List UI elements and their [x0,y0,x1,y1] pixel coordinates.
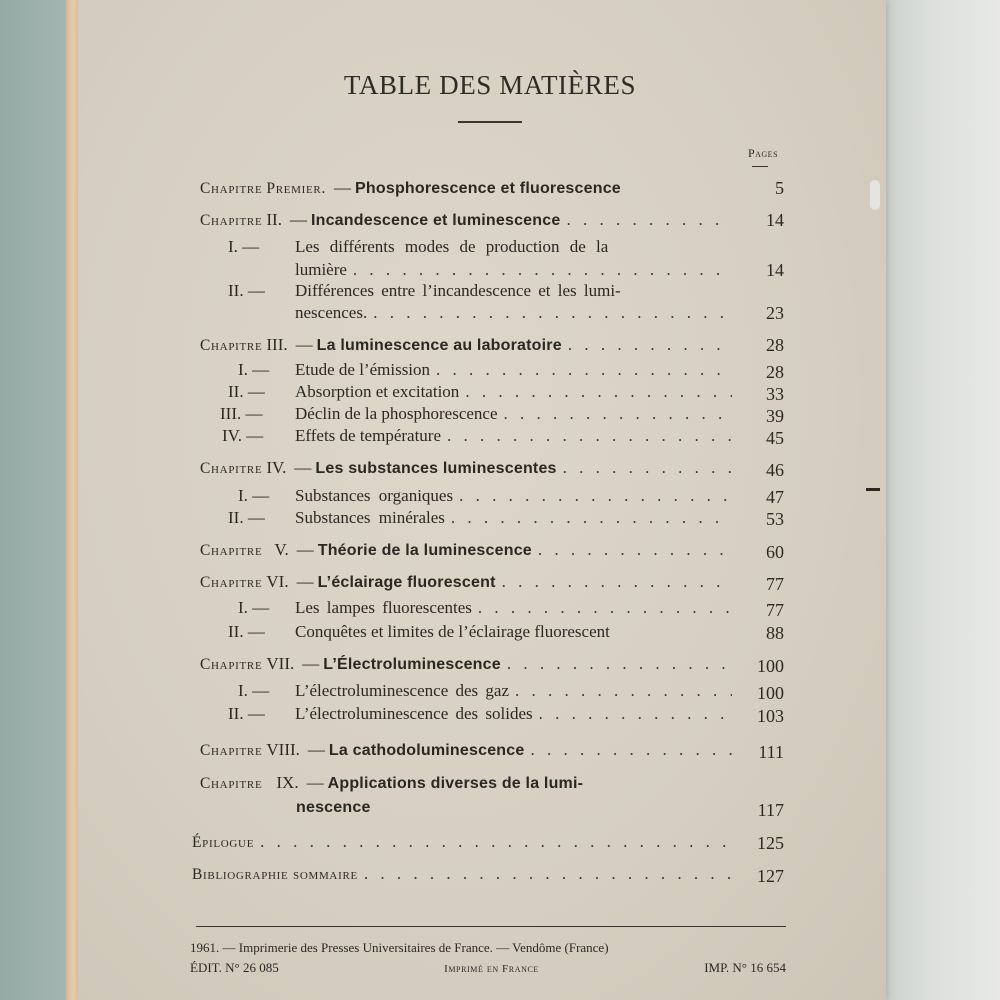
toc-entry-chapter-9-line2 [296,796,733,820]
section-number: II. — [228,281,265,300]
section-title: L’électroluminescence des gaz [295,681,509,700]
section-title: Effets de température [295,426,442,445]
entry-label: Épilogue [192,834,255,851]
section-title-line1 [295,235,732,259]
leader-dots [568,333,732,357]
section-title: Substances organiques [295,486,454,505]
page-number: 23 [766,303,784,323]
section-row [295,620,732,644]
entry-title: L’éclairage fluorescent [317,574,496,591]
entry-title: La cathodoluminescence [328,742,525,759]
leader-dots [465,380,732,404]
entry-dash: — [302,654,320,673]
entry-label: Chapitre [200,775,263,792]
entry-title-cont: nescence [296,799,371,816]
entry-title: L’Électroluminescence [323,656,501,673]
toc-entry-chapter-7 [200,652,732,676]
section-title: Conquêtes et limites de l’éclairage fluorescent [295,622,610,641]
section-number: IV. — [222,426,264,445]
page-number: 47 [766,487,784,507]
page-number: 127 [757,866,784,886]
entry-label: Chapitre [200,460,263,477]
section-title: Les différents modes de production de la [295,237,609,256]
entry-title: Les substances luminescentes [315,460,557,477]
page-number: 53 [766,509,784,529]
leader-dots [538,538,732,562]
section-title: Déclin de la phosphorescence [295,404,498,423]
page-number: 5 [775,178,784,198]
entry-dash: — [294,458,312,477]
page-number: 28 [766,335,784,355]
toc-entry-chapter-8 [200,738,732,762]
entry-dash: — [289,210,307,229]
page-mark [866,488,880,491]
section-number: I. — [238,486,270,505]
entry-dash: — [296,540,314,559]
leader-dots [539,702,732,726]
entry-dash: — [295,335,313,354]
section-number: I. — [238,681,270,700]
section-title: Etude de l’émission [295,360,431,379]
toc-entry-chapter-5 [200,538,732,562]
toc-entry-chapter-1 [200,176,732,200]
printer-details [190,960,786,976]
section-row [295,506,732,530]
entry-label: Chapitre [200,212,263,229]
footer-rule [196,926,786,927]
pages-column-header: Pages [747,146,779,160]
section-number: II. — [228,382,265,401]
entry-number: V. [274,540,289,559]
leader-dots [436,358,732,382]
entry-dash: — [296,572,314,591]
section-number: I. — [238,598,270,617]
leader-dots [373,301,732,325]
section-row [295,358,732,382]
toc-entry-chapter-9 [200,771,732,795]
page-tear [870,180,880,210]
pages-header-rule [752,166,768,167]
section-row [295,402,732,426]
leader-dots [504,402,733,426]
section-number: III. — [220,404,263,423]
section-number: I. — [238,360,270,379]
entry-dash: — [334,178,352,197]
page-number: 60 [766,542,784,562]
leader-dots [478,596,732,620]
page-number: 33 [766,384,784,404]
section-title-cont: nescences. [295,303,368,322]
entry-dash: — [307,740,325,759]
page-number: 103 [757,706,784,726]
page-number: 88 [766,623,784,643]
entry-title: Applications diverses de la lumi- [327,775,584,792]
page-number: 111 [758,742,784,762]
section-row [295,702,732,726]
entry-number: VIII. [266,740,300,759]
toc-entry-bibliography [192,862,732,886]
section-row [295,596,732,620]
leader-dots [563,456,732,480]
entry-label: Bibliographie sommaire [192,866,358,883]
entry-number: IX. [276,773,299,792]
entry-dash: — [306,773,324,792]
leader-dots [515,679,732,703]
section-number: II. — [228,704,265,723]
section-title: Absorption et excitation [295,382,460,401]
section-title-line2 [295,301,732,325]
section-title-cont: lumière [295,260,347,279]
page-number: 14 [766,210,784,230]
section-number: II. — [228,508,265,527]
title-rule [458,121,522,123]
section-title-line1 [295,279,732,303]
page-number: 77 [766,574,784,594]
entry-number: II. [266,210,282,229]
entry-title: La luminescence au laboratoire [316,337,562,354]
page-number: 125 [757,833,784,853]
section-title: Différences entre l’incandescence et les lumi- [295,281,621,300]
leader-dots [451,506,732,530]
section-number: I. — [228,237,260,256]
section-row [295,679,732,703]
page-title: TABLE DES MATIÈRES [343,70,637,100]
entry-number: VII. [266,654,295,673]
toc-entry-chapter-6 [200,570,732,594]
entry-number: VI. [266,572,289,591]
edit-number: ÉDIT. N° 26 085 [190,960,279,975]
page-number: 46 [766,460,784,480]
page-number: 39 [766,406,784,426]
section-row [295,380,732,404]
leader-dots [566,208,732,232]
section-title: L’électroluminescence des solides [295,704,533,723]
entry-label: Chapitre [200,574,263,591]
leader-dots [507,652,732,676]
entry-label: Chapitre [200,180,263,197]
entry-title: Phosphorescence et fluorescence [355,180,621,197]
printed-in: Imprimé en France [444,963,539,975]
leader-dots [260,830,732,854]
entry-title: Incandescence et luminescence [310,212,561,229]
page-number: 14 [766,260,784,280]
page-number: 45 [766,428,784,448]
page-number: 77 [766,600,784,620]
background-right [880,0,1000,1000]
leader-dots [447,424,732,448]
entry-label: Chapitre [200,337,263,354]
entry-label: Chapitre [200,542,263,559]
section-title: Les lampes fluorescentes [295,598,472,617]
entry-label: Chapitre [200,742,263,759]
leader-dots [502,570,732,594]
page-number: 117 [757,800,784,820]
leader-dots [530,738,732,762]
page-number: 28 [766,362,784,382]
section-row [295,424,732,448]
section-row [295,484,732,508]
page-number: 100 [757,683,784,703]
toc-entry-chapter-3 [200,333,732,357]
entry-number: III. [266,335,288,354]
entry-number: Premier. [266,180,327,197]
toc-entry-epilogue [192,830,732,854]
section-number: II. — [228,622,265,641]
section-title: Substances minérales [295,508,445,527]
toc-entry-chapter-4 [200,456,732,480]
toc-entry-chapter-2 [200,208,732,232]
leader-dots [459,484,732,508]
entry-number: IV. [266,458,287,477]
entry-title: Théorie de la luminescence [317,542,532,559]
page-number: 100 [757,656,784,676]
entry-label: Chapitre [200,656,263,673]
printer-line: 1961. — Imprimerie des Presses Universitaires de France. — Vendôme (France) [190,940,609,955]
imp-number: IMP. N° 16 654 [704,960,786,975]
leader-dots [364,862,732,886]
